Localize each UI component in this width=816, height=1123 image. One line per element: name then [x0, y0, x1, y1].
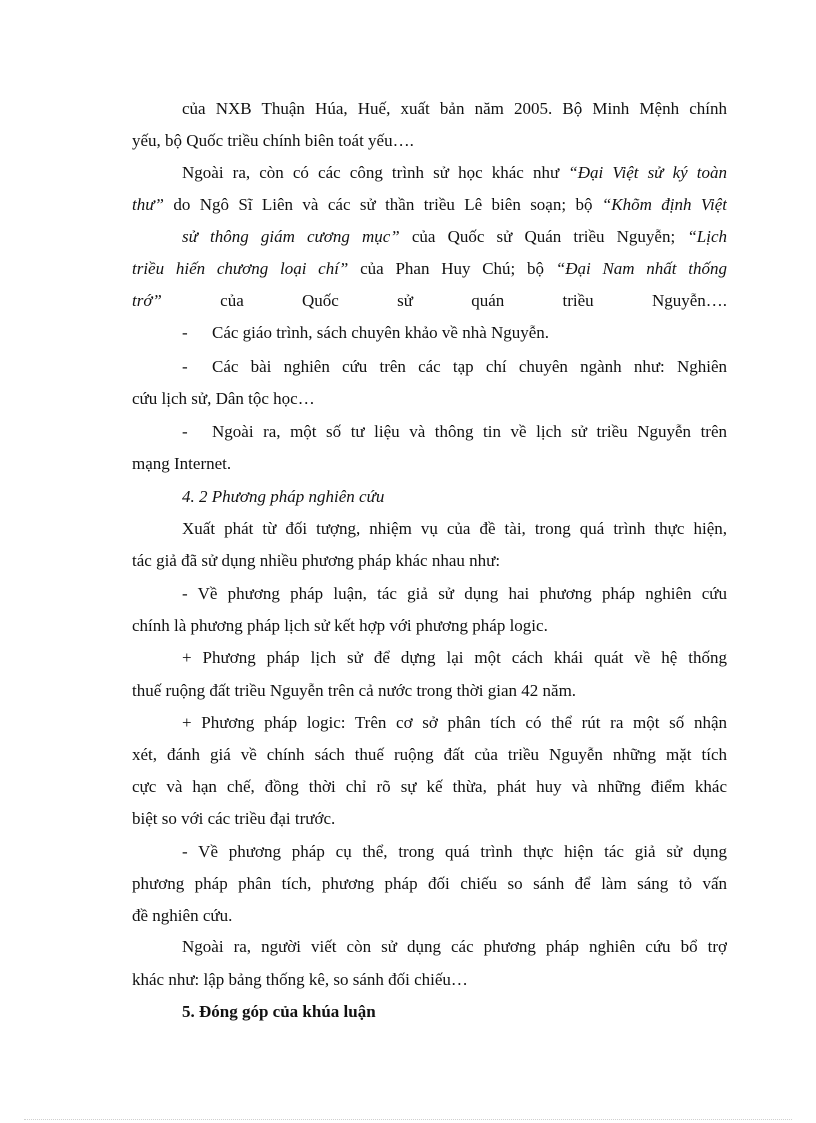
method-2-line2: thuế ruộng đất triều Nguyễn trên cả nước trong thời gian 42 năm. [132, 681, 577, 700]
method-1-line1: - Về phương pháp luận, tác giả sử dụng hai phương pháp nghiên cứu [182, 584, 727, 603]
method-4-line2: phương pháp phân tích, phương pháp đối chiếu so sánh để làm sáng tỏ vấn [132, 874, 727, 893]
book-title: “Lịch [687, 227, 727, 246]
method-5-line1: Ngoài ra, người viết còn sử dụng các phương pháp nghiên cứu bổ trợ [182, 937, 727, 956]
method-3-line3: cực và hạn chế, đồng thời chỉ rõ sự kế thừa, phát huy và những điểm khác [132, 777, 727, 796]
method-3-line1: + Phương pháp logic: Trên cơ sở phân tích có thể rút ra một số nhận [182, 713, 727, 732]
para2-line5 [132, 290, 727, 312]
bullet-dash: - [182, 323, 188, 342]
page-bottom-rule [24, 1119, 792, 1120]
para1-line1: của NXB Thuận Húa, Huế, xuất bản năm 2005. Bộ Minh Mệnh chính [182, 99, 727, 118]
book-title: triều hiến chương loại chí” [132, 259, 349, 278]
text: của Quốc sử Quán triều Nguyễn; [399, 227, 688, 246]
bullet-dash: - [182, 357, 188, 376]
para1-line2: yếu, bộ Quốc triều chính biên toát yếu…. [132, 131, 414, 150]
bullet-3-line1: Ngoài ra, một số tư liệu và thông tin về lịch sử triều Nguyễn trên [212, 422, 727, 441]
methods-intro-line2: tác giả đã sử dụng nhiều phương pháp khác nhau như: [132, 551, 501, 570]
book-title: “Khõm định Việt [601, 195, 727, 214]
para2-line1 [182, 162, 727, 184]
text: của Phan Huy Chú; bộ [348, 259, 556, 278]
bullet-1: Các giáo trình, sách chuyên khảo về nhà Nguyễn. [212, 323, 550, 342]
text: của Quốc sử quán triều Nguyễn…. [220, 291, 727, 310]
method-4-line3: đề nghiên cứu. [132, 906, 233, 925]
method-2-line1: + Phương pháp lịch sử để dựng lại một cách khái quát về hệ thống [182, 648, 727, 667]
method-5-line2: khác như: lập bảng thống kê, so sánh đối chiếu… [132, 970, 468, 989]
text: do Ngô Sĩ Liên và các sử thần triều Lê biên soạn; bộ [163, 195, 602, 214]
para2-line4 [132, 258, 727, 280]
bullet-2-line2: cứu lịch sử, Dân tộc học… [132, 389, 315, 408]
method-3-line4: biệt so với các triều đại trước. [132, 809, 336, 828]
method-4-line1: - Về phương pháp cụ thể, trong quá trình thực hiện tác giả sử dụng [182, 842, 727, 861]
methods-intro-line1: Xuất phát từ đối tượng, nhiệm vụ của đề tài, trong quá trình thực hiện, [182, 519, 727, 538]
bullet-3-line2: mạng Internet. [132, 454, 232, 473]
book-title: “Đại Việt sử ký toàn [568, 163, 727, 182]
section-heading-4-2: 4. 2 Phương pháp nghiên cứu [182, 487, 385, 506]
book-title: “Đại Nam nhất thống [555, 259, 727, 278]
book-title: trớ” [132, 291, 162, 310]
book-title: sử thông giám cương mục” [182, 227, 400, 246]
para2-line3 [182, 226, 727, 248]
text: Ngoài ra, còn có các công trình sử học khác như [182, 163, 569, 182]
method-3-line2: xét, đánh giá về chính sách thuế ruộng đất của triều Nguyễn những mặt tích [132, 745, 727, 764]
bullet-dash: - [182, 422, 188, 441]
para2-line2 [132, 194, 727, 216]
book-title: thư” [132, 195, 164, 214]
method-1-line2: chính là phương pháp lịch sử kết hợp với phương pháp logic. [132, 616, 548, 635]
bullet-2-line1: Các bài nghiên cứu trên các tạp chí chuyên ngành như: Nghiên [212, 357, 727, 376]
section-heading-5: 5. Đóng góp của khúa luận [182, 1002, 376, 1021]
